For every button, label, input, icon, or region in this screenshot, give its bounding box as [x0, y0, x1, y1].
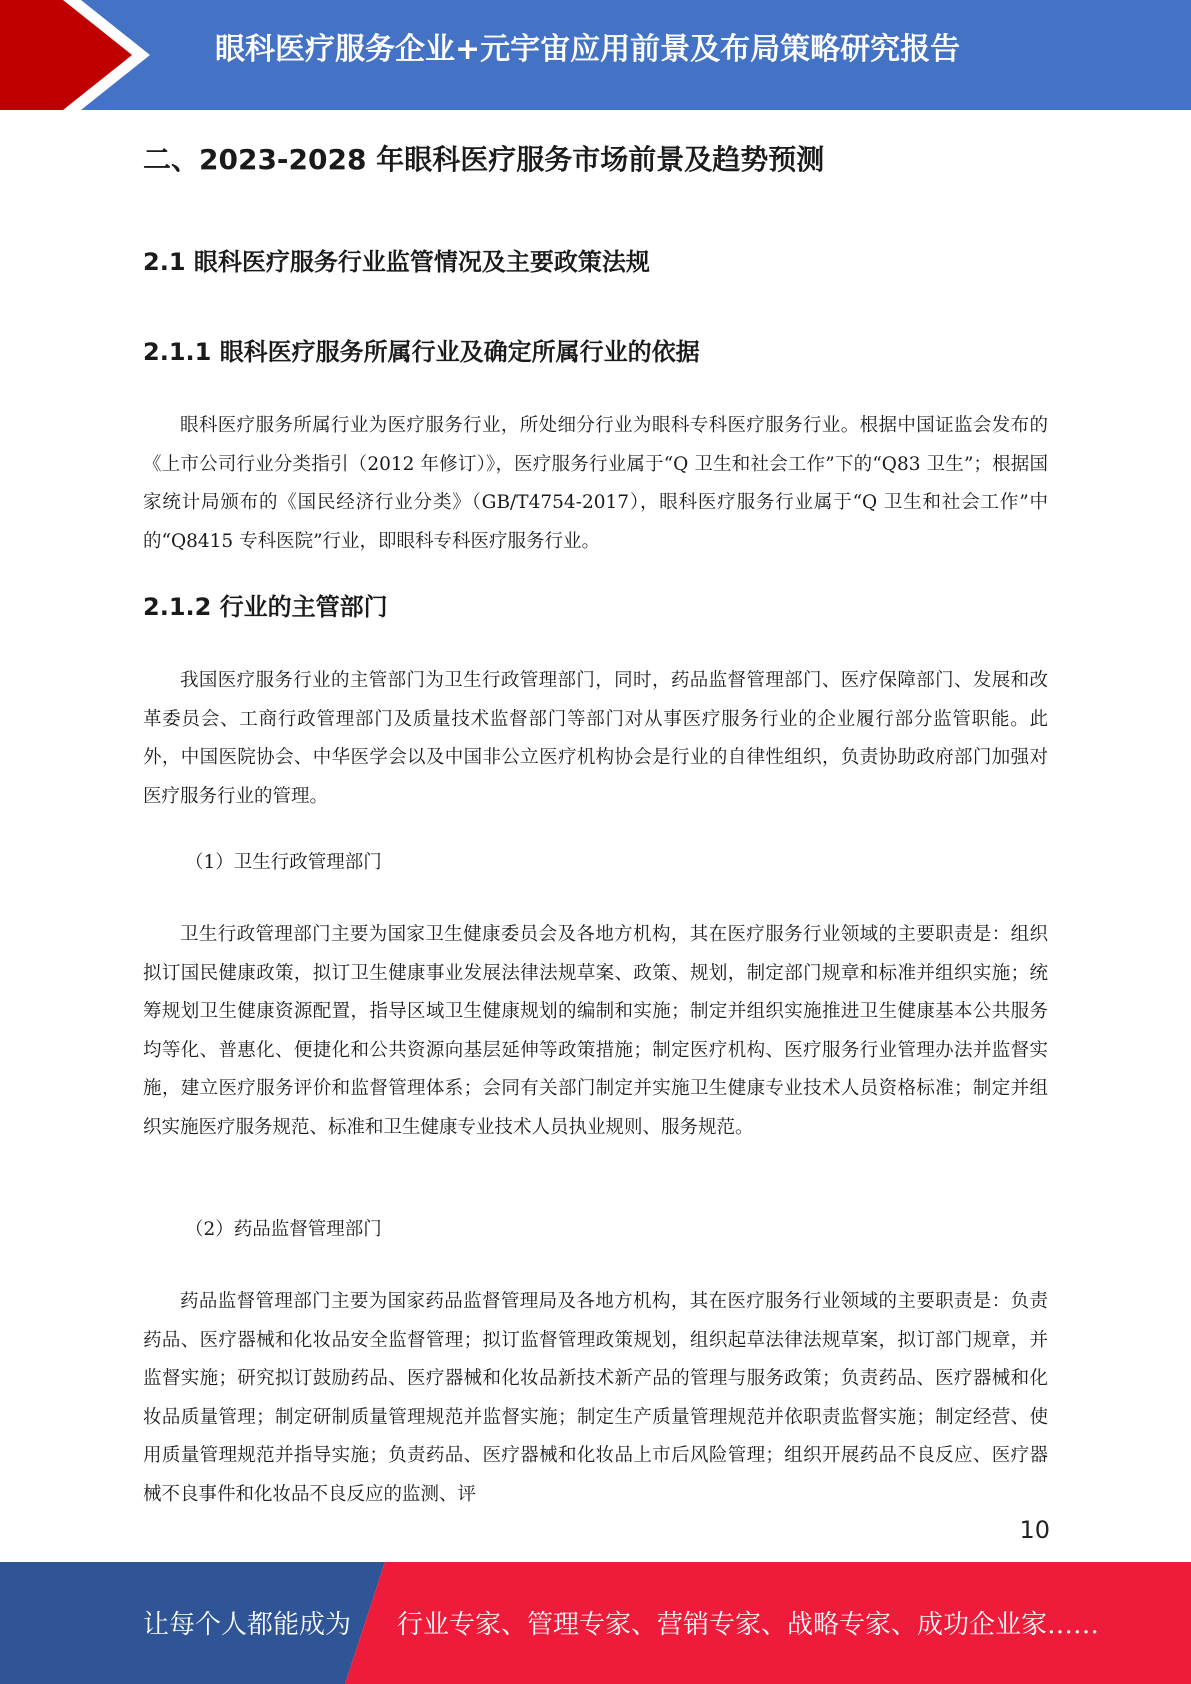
paragraph-drug-admin: 药品监督管理部门主要为国家药品监督管理局及各地方机构，其在医疗服务行业领域的主要职责是：负责药品、医疗器械和化妆品安全监督管理；拟订监督管理政策规划，组织起草法律法规草案，拟订部门规章，并监督实施；研究拟订鼓励药品、医疗器械和化妆品新技术新产品的管理与服务政策；负责药品、医疗器械和化妆品质量管理；制定研制质量管理规范并监督实施；制定生产质量管理规范并依职责监督实施；制定经营、使用质量管理规范并指导实施；负责药品、医疗器械和化妆品上市后风险管理；组织开展药品不良反应、医疗器械不良事件和化妆品不良反应的监测、评: [143, 1291, 1048, 1505]
page-footer: [0, 1562, 1191, 1684]
footer-slogan-right: 行业专家、管理专家、营销专家、战略专家、成功企业家……: [397, 1610, 1100, 1640]
paragraph-regulators: 我国医疗服务行业的主管部门为卫生行政管理部门，同时，药品监督管理部门、医疗保障部门、发展和改革委员会、工商行政管理部门及质量技术监督部门等部门对从事医疗服务行业的企业履行部分监管职能。此外，中国医院协会、中华医学会以及中国非公立医疗机构协会是行业的自律性组织，负责协助政府部门加强对医疗服务行业的管理。: [143, 670, 1048, 807]
report-title: 眼科医疗服务企业+元宇宙应用前景及布局策略研究报告: [215, 32, 961, 67]
item-title-drug-admin: （2）药品监督管理部门: [185, 1219, 382, 1240]
page-number: 10: [1019, 1516, 1050, 1544]
item-title-health-admin: （1）卫生行政管理部门: [185, 852, 382, 873]
section-title: 二、2023-2028 年眼科医疗服务市场前景及趋势预测: [143, 143, 825, 176]
footer-slogan-left: 让每个人都能成为: [143, 1610, 352, 1640]
subsection-title-2-1-1: 2.1.1 眼科医疗服务所属行业及确定所属行业的依据: [143, 338, 700, 366]
paragraph-health-admin: 卫生行政管理部门主要为国家卫生健康委员会及各地方机构，其在医疗服务行业领域的主要职责是：组织拟订国民健康政策，拟订卫生健康事业发展法律法规草案、政策、规划，制定部门规章和标准并组织实施；统筹规划卫生健康资源配置，指导区域卫生健康规划的编制和实施；制定并组织实施推进卫生健康基本公共服务均等化、普惠化、便捷化和公共资源向基层延伸等政策措施；制定医疗机构、医疗服务行业管理办法并监督实施，建立医疗服务评价和监督管理体系；会同有关部门制定并实施卫生健康专业技术人员资格标准；制定并组织实施医疗服务规范、标准和卫生健康专业技术人员执业规则、服务规范。: [143, 924, 1048, 1138]
subsection-title-2-1: 2.1 眼科医疗服务行业监管情况及主要政策法规: [143, 248, 650, 276]
page-header: [0, 0, 1191, 110]
paragraph-industry-classification: 眼科医疗服务所属行业为医疗服务行业，所处细分行业为眼科专科医疗服务行业。根据中国证监会发布的《上市公司行业分类指引（2012 年修订）》，医疗服务行业属于“Q 卫生和社会工作”下的“Q83 卫生”；根据国家统计局颁布的《国民经济行业分类》（GB/T4754-2017），眼科医疗服务行业属于“Q 卫生和社会工作”中的“Q8415 专科医院”行业，即眼科专科医疗服务行业。: [143, 415, 1048, 552]
subsection-title-2-1-2: 2.1.2 行业的主管部门: [143, 593, 388, 621]
